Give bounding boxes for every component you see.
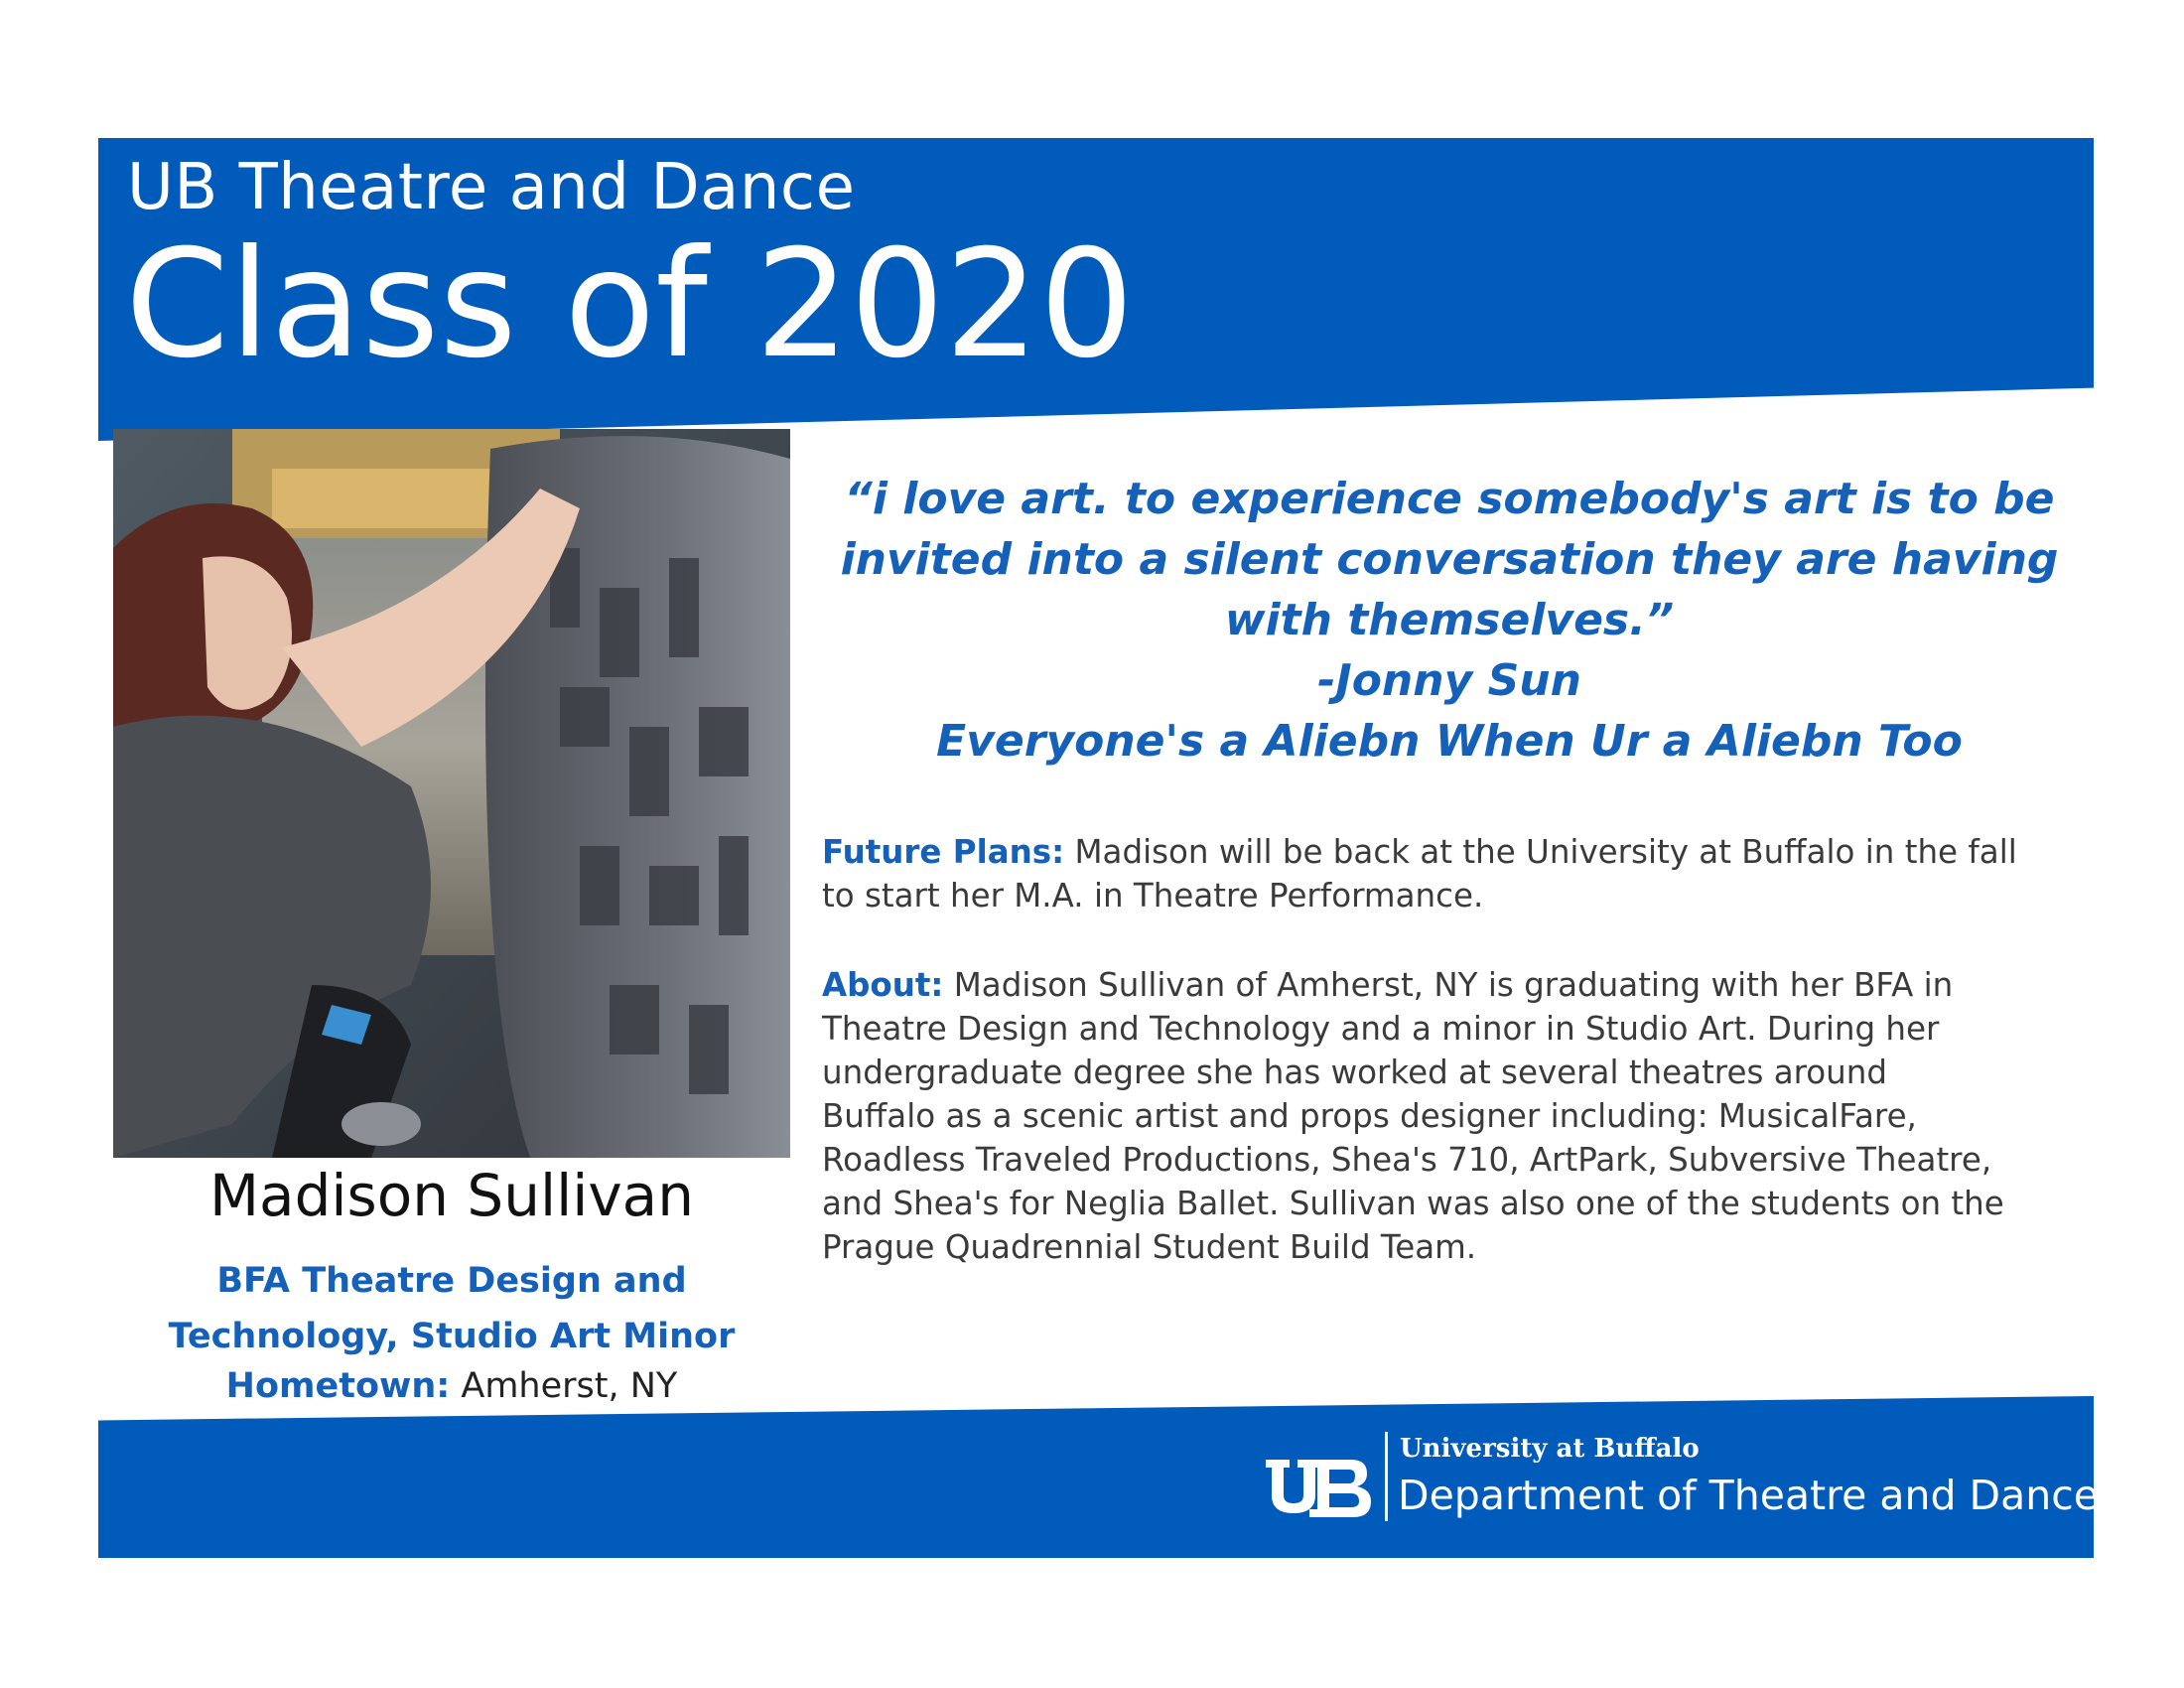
logo-divider [1385, 1432, 1388, 1521]
about-label: About: [822, 966, 944, 1004]
student-photo [113, 429, 790, 1158]
footer-university: University at Buffalo [1400, 1434, 1700, 1464]
degree [113, 1253, 790, 1364]
quote-author: -Jonny Sun [1317, 655, 1581, 706]
future-plans-text: to start her M.A. in Theatre Performance. [822, 877, 1484, 914]
hometown-label: Hometown: [225, 1366, 451, 1406]
future-plans-text: Madison will be back at the University at Buffalo in the fall [1064, 833, 2017, 871]
quote-line: with themselves.” [1224, 595, 1675, 645]
about-text: Buffalo as a scenic artist and props designer including: MusicalFare, [822, 1097, 1917, 1135]
student-name: Madison Sullivan [209, 1162, 694, 1229]
ub-logo-icon [1266, 1460, 1373, 1517]
degree-line: BFA Theatre Design and [216, 1261, 687, 1301]
header-title: Class of 2020 [125, 218, 1135, 391]
about-text: and Shea's for Neglia Ballet. Sullivan was also one of the students on the [822, 1185, 2004, 1222]
quote-source: Everyone's a Aliebn When Ur a Aliebn Too [936, 716, 1963, 767]
quote-line: “i love art. to experience somebody's art is to be [844, 474, 2055, 524]
quote-line: invited into a silent conversation they are having [840, 534, 2059, 585]
about-section [822, 963, 2083, 1269]
footer-department: Department of Theatre and Dance [1398, 1472, 2099, 1519]
degree-line: Technology, Studio Art Minor [168, 1317, 736, 1356]
header-subtitle: UB Theatre and Dance [127, 151, 856, 224]
future-plans-label: Future Plans: [822, 833, 1065, 871]
quote-block [834, 469, 2065, 772]
hometown-value: Amherst, NY [461, 1366, 678, 1406]
about-text: Prague Quadrennial Student Build Team. [822, 1228, 1477, 1266]
about-text: Theatre Design and Technology and a minor in Studio Art. During her [822, 1010, 1940, 1048]
about-text: Madison Sullivan of Amherst, NY is graduating with her BFA in [943, 966, 1954, 1004]
hometown [113, 1366, 790, 1406]
about-text: undergraduate degree she has worked at several theatres around [822, 1054, 1887, 1091]
about-text: Roadless Traveled Productions, Shea's 710, ArtPark, Subversive Theatre, [822, 1141, 1992, 1179]
future-plans [822, 830, 2083, 917]
